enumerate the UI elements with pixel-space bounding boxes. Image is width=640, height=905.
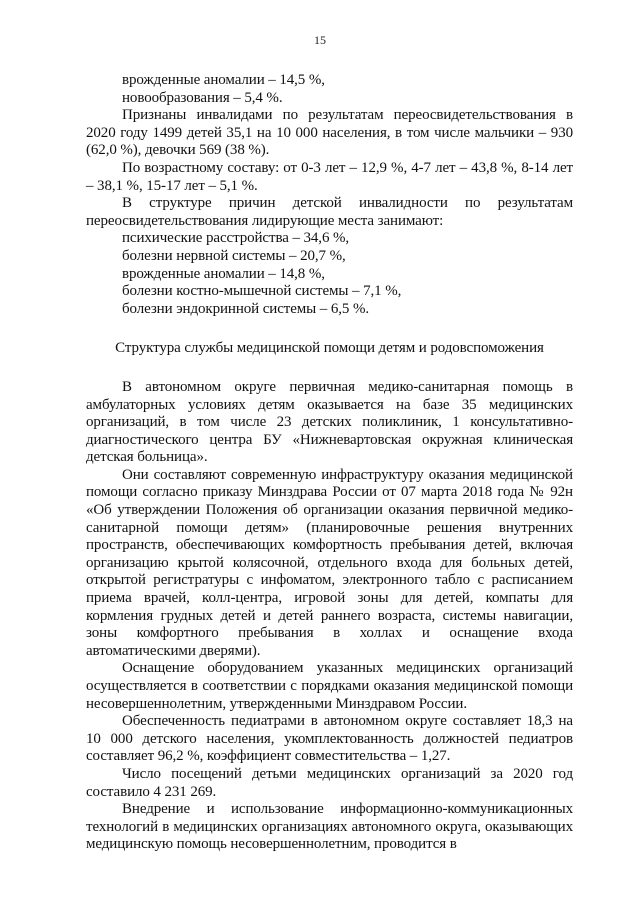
- paragraph-equipment: Оснащение оборудованием указанных медицинских организаций осуществляется в соответствии с порядками оказания медицинской помощи несовершеннолетним, утвержденными Минздравом России.: [86, 660, 573, 712]
- list-item: болезни нервной системы – 20,7 %,: [122, 247, 346, 264]
- document-body: [86, 72, 573, 854]
- list-item: болезни эндокринной системы – 6,5 %.: [122, 300, 370, 317]
- paragraph-it: Внедрение и использование информационно-коммуникационных технологий в медицинских организациях автономного округа, оказывающих медицинскую помощь несовершеннолетним, проводится в: [86, 801, 573, 853]
- list-item: психические расстройства – 34,6 %,: [122, 230, 350, 247]
- list-item: врожденные аномалии – 14,5 %,: [122, 72, 325, 88]
- paragraph-age-composition: По возрастному составу: от 0-3 лет – 12,9 %, 4-7 лет – 43,8 %, 8-14 лет – 38,1 %, 15-17 лет – 5,1 %.: [86, 159, 573, 194]
- paragraph-disability-count: Признаны инвалидами по результатам переосвидетельствования в 2020 году 1499 детей 35,1 на 10 000 населения, в том числе мальчики – 930 (62,0 %), девочки 569 (38 %).: [86, 107, 573, 159]
- page-number: 15: [314, 33, 326, 47]
- paragraph-primary-care: В автономном округе первичная медико-санитарная помощь в амбулаторных условиях детям оказывается на базе 35 медицинских организаций, в том числе 23 детских поликлиник, 1 консультативно-диагностического центра БУ «Нижневартовская окружная клиническая детская больница».: [86, 378, 573, 466]
- section-heading: Структура службы медицинской помощи детям и родовспоможения: [115, 340, 544, 357]
- paragraph-visits: Число посещений детьми медицинских организаций за 2020 год составило 4 231 269.: [86, 765, 573, 800]
- list-item: врожденные аномалии – 14,8 %,: [122, 265, 325, 282]
- list-item: новообразования – 5,4 %.: [122, 89, 283, 106]
- paragraph-pediatricians: Обеспеченность педиатрами в автономном округе составляет 18,3 на 10 000 детского населения, укомплектованность должностей педиатров составляет 96,2 %, коэффициент совместительства – 1,27.: [86, 713, 573, 765]
- paragraph-infrastructure: Они составляют современную инфраструктуру оказания медицинской помощи согласно приказу Минздрава России от 07 марта 2018 года № 92н «Об утверждении Положения об организации оказания первичной медико-санитарной помощи детям» (планировочные решения внутренних пространств, обеспечивающих комфортность пребывания детей, включая организацию крытой колясочной, отдельного входа для больных детей, открытой регистратуры с инфоматом, электронного табло с расписанием приема врачей, колл-центра, игровой зоны для детей, компаты для кормления грудных детей и детей раннего возраста, системы навигации, зоны комфортного пребывания в холлах и оснащение входа автоматическими дверями).: [86, 466, 573, 659]
- paragraph-disability-structure: В структуре причин детской инвалидности по результатам переосвидетельствования лидирующие места занимают:: [86, 195, 573, 229]
- list-item: болезни костно-мышечной системы – 7,1 %,: [122, 283, 402, 300]
